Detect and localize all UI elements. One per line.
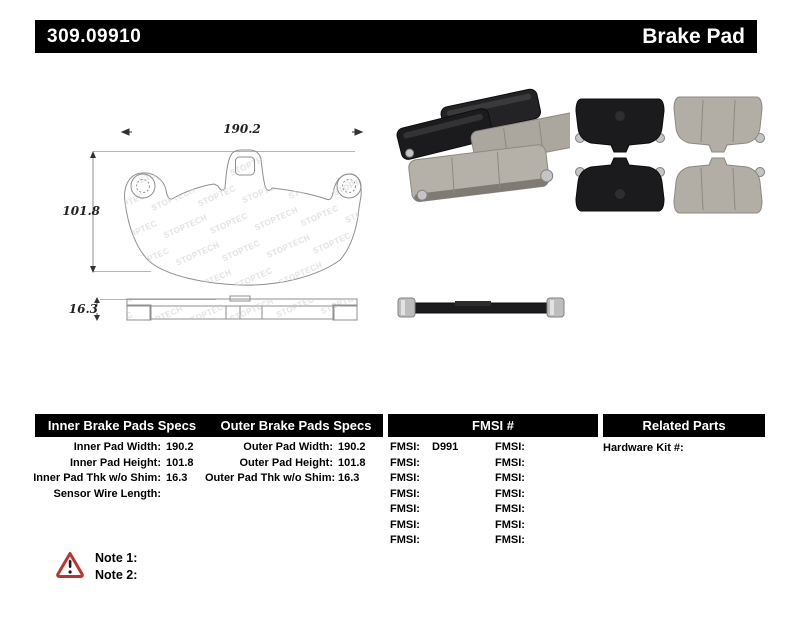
table-row bbox=[390, 518, 458, 534]
spec-label: FMSI: bbox=[495, 487, 525, 500]
table-row bbox=[603, 441, 689, 457]
brake-pads-photo-perspective bbox=[390, 86, 570, 204]
part-number: 309.09910 bbox=[47, 25, 142, 47]
brake-pad-front-view-drawing bbox=[122, 146, 362, 294]
note-1: Note 1: bbox=[95, 551, 138, 565]
related-parts-header: Related Parts bbox=[642, 418, 726, 433]
spec-value: 101.8 bbox=[338, 456, 366, 469]
spec-label: FMSI: bbox=[495, 503, 525, 515]
spec-label: Hardware Kit #: bbox=[603, 442, 684, 454]
table-row bbox=[495, 518, 537, 534]
fmsi-header: FMSI # bbox=[472, 418, 514, 433]
inner-specs-header: Inner Brake Pads Specs bbox=[47, 418, 197, 433]
width-dimension bbox=[120, 122, 364, 139]
spec-label: Outer Pad Height: bbox=[239, 456, 333, 469]
spec-label: Outer Pad Width: bbox=[243, 441, 333, 453]
spec-label: FMSI: bbox=[495, 518, 525, 531]
spec-label: Inner Pad Height: bbox=[69, 456, 161, 469]
table-row bbox=[495, 487, 537, 503]
spec-value: 190.2 bbox=[338, 441, 366, 453]
spec-label: FMSI: bbox=[390, 472, 420, 484]
table-row bbox=[390, 471, 458, 487]
header-bar bbox=[35, 20, 757, 53]
spec-label: FMSI: bbox=[495, 472, 525, 484]
spec-label: FMSI: bbox=[390, 503, 420, 515]
table-row bbox=[495, 533, 537, 549]
brake-pads-photo-pairs bbox=[573, 90, 765, 218]
spec-label: FMSI: bbox=[495, 441, 525, 453]
warning-icon bbox=[56, 551, 84, 578]
inner-specs-column bbox=[33, 440, 194, 502]
table-row bbox=[495, 440, 537, 456]
spec-label: FMSI: bbox=[390, 534, 420, 546]
note-2: Note 2: bbox=[95, 568, 138, 582]
page-title: Brake Pad bbox=[642, 24, 745, 48]
spec-value: 101.8 bbox=[166, 456, 194, 469]
table-row bbox=[33, 456, 194, 472]
spec-value: D991 bbox=[432, 441, 459, 453]
table-row bbox=[205, 471, 366, 487]
fmsi-column-2 bbox=[495, 440, 537, 549]
brake-pad-side-view-drawing bbox=[122, 292, 362, 328]
fmsi-header-bar bbox=[388, 414, 598, 437]
table-row bbox=[495, 456, 537, 472]
thickness-dimension-label: 16.3 bbox=[68, 302, 98, 316]
width-dimension-label: 190.2 bbox=[223, 122, 261, 136]
spec-label: FMSI: bbox=[390, 456, 420, 469]
table-row bbox=[390, 533, 458, 549]
spec-label: Sensor Wire Length: bbox=[53, 487, 161, 500]
spec-value: 16.3 bbox=[338, 472, 360, 484]
table-row bbox=[495, 502, 537, 518]
spec-label: FMSI: bbox=[390, 487, 420, 500]
table-row bbox=[390, 487, 458, 503]
table-row bbox=[205, 456, 366, 472]
table-row bbox=[33, 487, 194, 503]
table-row bbox=[33, 471, 194, 487]
spec-label: FMSI: bbox=[390, 518, 420, 531]
outer-specs-column bbox=[205, 440, 366, 487]
brake-pad-edge-photo bbox=[395, 290, 567, 326]
related-parts-header-bar bbox=[603, 414, 765, 437]
spec-label: Inner Pad Thk w/o Shim: bbox=[33, 472, 161, 484]
height-dimension-label: 101.8 bbox=[62, 204, 100, 218]
spec-label: FMSI: bbox=[390, 441, 420, 453]
spec-label: FMSI: bbox=[495, 456, 525, 469]
table-row bbox=[205, 440, 366, 456]
notes-block bbox=[95, 550, 137, 584]
spec-label: Outer Pad Thk w/o Shim: bbox=[205, 472, 336, 484]
table-row bbox=[495, 471, 537, 487]
spec-label: FMSI: bbox=[495, 534, 525, 546]
table-row bbox=[390, 456, 458, 472]
spec-value: 190.2 bbox=[166, 441, 194, 453]
table-row bbox=[33, 440, 194, 456]
fmsi-column-1 bbox=[390, 440, 458, 549]
table-row bbox=[390, 502, 458, 518]
related-parts-column bbox=[603, 441, 689, 457]
table-row bbox=[390, 440, 458, 456]
specs-header-bar bbox=[35, 414, 383, 437]
outer-specs-header: Outer Brake Pads Specs bbox=[220, 418, 372, 433]
spec-value: 16.3 bbox=[166, 472, 188, 484]
spec-label: Inner Pad Width: bbox=[73, 441, 161, 453]
